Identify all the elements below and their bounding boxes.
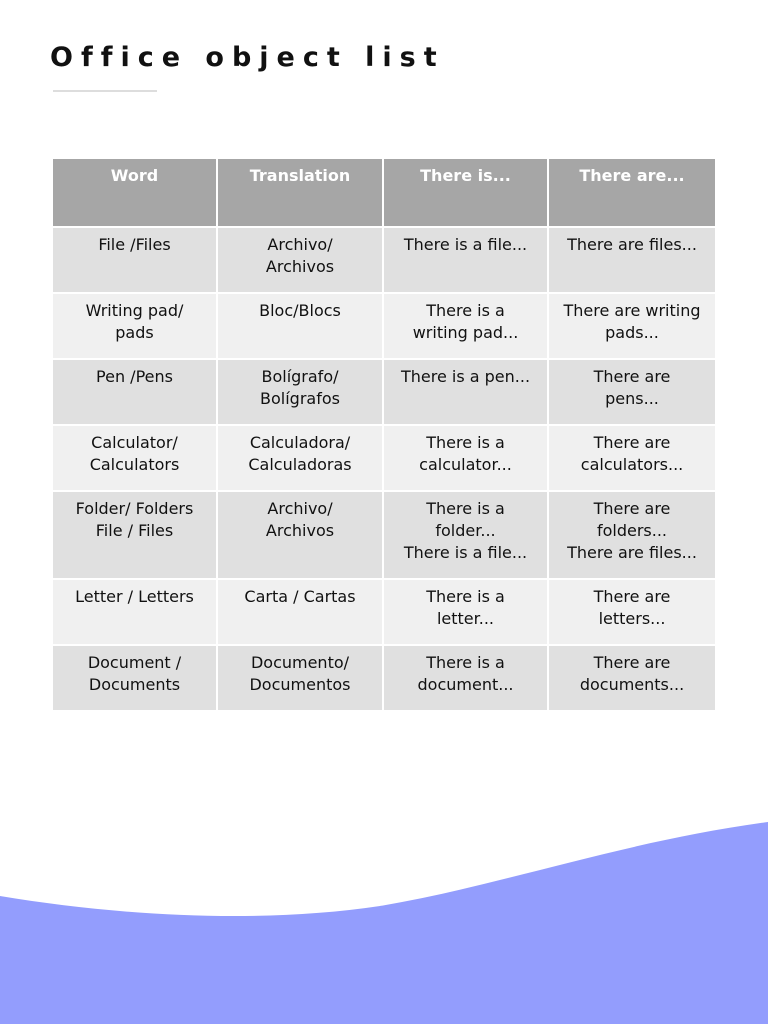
cell-there-are xyxy=(549,294,715,360)
cell-text: Bloc/Blocs xyxy=(259,301,341,320)
cell-text: There are writing pads... xyxy=(563,301,701,342)
cell-text: Calculadora/ Calculadoras xyxy=(248,433,352,474)
cell-text: There is a pen... xyxy=(400,367,531,386)
cell-there-is xyxy=(384,492,549,580)
cell-text: There is a document... xyxy=(417,653,514,694)
table-row xyxy=(53,580,715,646)
cell-text: There are folders... There are files... xyxy=(567,499,697,562)
cell-translation xyxy=(218,492,384,580)
cell-there-are xyxy=(549,360,715,426)
cell-text: There is a writing pad... xyxy=(412,301,519,342)
wave-shape xyxy=(0,822,768,1024)
cell-text: Writing pad/ pads xyxy=(85,301,184,342)
cell-text: Bolígrafo/ Bolígrafos xyxy=(260,367,340,408)
cell-text: There is a folder... There is a file... xyxy=(403,499,528,562)
cell-there-is xyxy=(384,294,549,360)
cell-text: Folder/ Folders File / Files xyxy=(75,499,194,540)
page-title: Office object list xyxy=(50,42,445,73)
cell-there-is xyxy=(384,646,549,712)
cell-there-is xyxy=(384,360,549,426)
cell-text: Calculator/ Calculators xyxy=(89,433,180,474)
table-row xyxy=(53,492,715,580)
cell-translation xyxy=(218,228,384,294)
cell-text: Carta / Cartas xyxy=(244,587,356,606)
cell-text: Letter / Letters xyxy=(75,587,194,606)
header-there-is: There is... xyxy=(384,159,549,228)
cell-text: There is a letter... xyxy=(426,587,505,628)
cell-translation xyxy=(218,580,384,646)
cell-text: There is a calculator... xyxy=(419,433,512,474)
header-word: Word xyxy=(53,159,218,228)
cell-text: There are files... xyxy=(567,235,697,254)
cell-text: There are documents... xyxy=(579,653,685,694)
cell-text: File /Files xyxy=(98,235,171,254)
table-header-row xyxy=(53,159,715,228)
cell-word xyxy=(53,426,218,492)
table-row xyxy=(53,228,715,294)
cell-text: Pen /Pens xyxy=(96,367,173,386)
cell-word xyxy=(53,228,218,294)
cell-there-is xyxy=(384,426,549,492)
cell-text: There are pens... xyxy=(593,367,671,408)
cell-word xyxy=(53,360,218,426)
cell-translation xyxy=(218,426,384,492)
cell-word xyxy=(53,580,218,646)
table-row xyxy=(53,360,715,426)
cell-word xyxy=(53,492,218,580)
header-there-are: There are... xyxy=(549,159,715,228)
cell-word xyxy=(53,646,218,712)
cell-there-is xyxy=(384,228,549,294)
cell-there-are xyxy=(549,426,715,492)
header-translation: Translation xyxy=(218,159,384,228)
cell-text: Documento/ Documentos xyxy=(249,653,351,694)
cell-text: There are letters... xyxy=(593,587,671,628)
cell-there-are xyxy=(549,228,715,294)
cell-translation xyxy=(218,294,384,360)
cell-there-are xyxy=(549,580,715,646)
cell-there-are xyxy=(549,492,715,580)
cell-word xyxy=(53,294,218,360)
cell-text: Archivo/ Archivos xyxy=(265,499,335,540)
table-row xyxy=(53,294,715,360)
cell-text: There are calculators... xyxy=(580,433,684,474)
cell-text: Document / Documents xyxy=(87,653,182,694)
title-underline xyxy=(53,90,157,92)
table-row xyxy=(53,426,715,492)
cell-there-is xyxy=(384,580,549,646)
cell-text: There is a file... xyxy=(403,235,528,254)
cell-text: Archivo/ Archivos xyxy=(265,235,335,276)
cell-translation xyxy=(218,646,384,712)
table-row xyxy=(53,646,715,712)
cell-there-are xyxy=(549,646,715,712)
vocabulary-table xyxy=(53,159,715,712)
cell-translation xyxy=(218,360,384,426)
decorative-wave xyxy=(0,794,768,1024)
